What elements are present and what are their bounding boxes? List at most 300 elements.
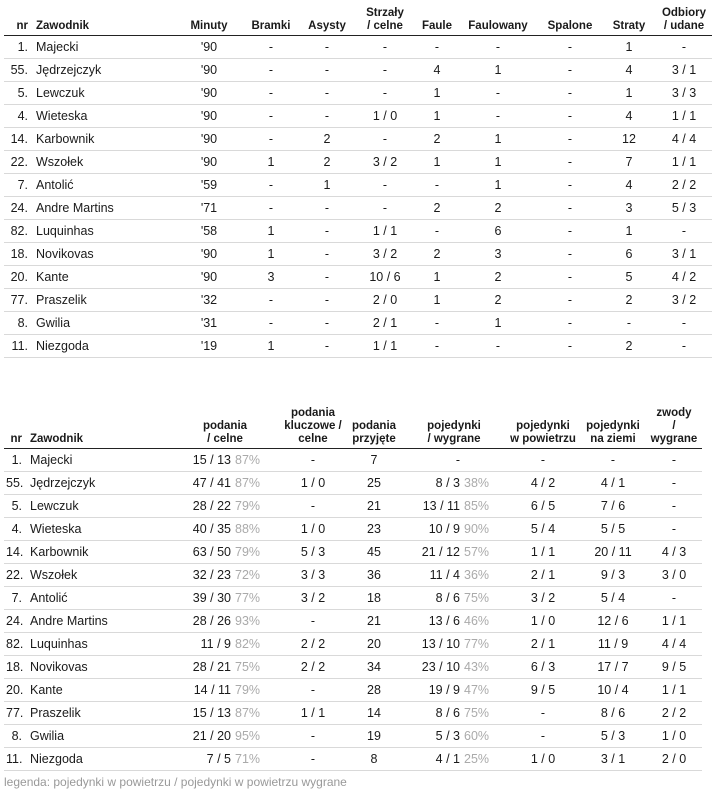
cell-key-passes: 1 / 1 xyxy=(280,701,346,724)
cell-percent: 71% xyxy=(235,751,261,766)
cell-passes xyxy=(170,678,280,701)
cell-value: - xyxy=(538,104,602,127)
table-header-row xyxy=(4,2,712,35)
header-goals: Bramki xyxy=(242,2,300,35)
cell-value: 1 / 1 xyxy=(656,104,712,127)
cell-percent: 90% xyxy=(464,521,490,536)
cell-nr: 14. xyxy=(4,127,34,150)
cell-value: - xyxy=(538,265,602,288)
cell-dribbles: 4 / 4 xyxy=(646,632,702,655)
header-dribbles: zwody / wygrane xyxy=(646,402,702,448)
passing-duels-table xyxy=(4,402,702,771)
table-row xyxy=(4,104,712,127)
cell-value: 1 xyxy=(242,219,300,242)
cell-value: 1 xyxy=(602,35,656,58)
cell-player: Wszołek xyxy=(28,563,170,586)
cell-value: 3 / 2 xyxy=(656,288,712,311)
cell-ground-duels: 5 / 4 xyxy=(580,586,646,609)
cell-value: - xyxy=(458,81,538,104)
cell-player: Karbownik xyxy=(28,540,170,563)
cell-percent: 72% xyxy=(235,567,261,582)
cell-aerial-duels: 6 / 5 xyxy=(506,494,580,517)
cell-aerial-duels: - xyxy=(506,701,580,724)
cell-ground-duels: 11 / 9 xyxy=(580,632,646,655)
cell-nr: 4. xyxy=(4,517,28,540)
cell-dribbles: 9 / 5 xyxy=(646,655,702,678)
cell-percent: 77% xyxy=(464,636,490,651)
cell-value: 1 xyxy=(458,173,538,196)
cell-player: Novikovas xyxy=(28,655,170,678)
cell-value: 28 / 22 xyxy=(192,498,231,513)
cell-value: - xyxy=(416,311,458,334)
cell-value: '59 xyxy=(176,173,242,196)
cell-value: - xyxy=(354,127,416,150)
cell-value: 10 / 6 xyxy=(354,265,416,288)
cell-value: 63 / 50 xyxy=(192,544,231,559)
cell-passes-received: 34 xyxy=(346,655,402,678)
cell-value: 3 / 3 xyxy=(656,81,712,104)
cell-passes-received: 7 xyxy=(346,448,402,471)
cell-player: Andre Martins xyxy=(34,196,176,219)
cell-value: '32 xyxy=(176,288,242,311)
cell-value: 8 / 6 xyxy=(435,705,460,720)
cell-aerial-duels: 6 / 3 xyxy=(506,655,580,678)
cell-value: 2 / 0 xyxy=(354,288,416,311)
cell-ground-duels: 17 / 7 xyxy=(580,655,646,678)
cell-duels xyxy=(402,471,506,494)
header-nr: nr xyxy=(4,402,28,448)
table-row xyxy=(4,540,702,563)
cell-aerial-duels: 3 / 2 xyxy=(506,586,580,609)
cell-value: 1 xyxy=(458,127,538,150)
cell-value: - xyxy=(538,81,602,104)
cell-value: 2 xyxy=(458,288,538,311)
header-player: Zawodnik xyxy=(34,2,176,35)
table-row xyxy=(4,655,702,678)
table-row xyxy=(4,586,702,609)
cell-passes xyxy=(170,655,280,678)
table-row xyxy=(4,678,702,701)
cell-nr: 8. xyxy=(4,724,28,747)
cell-percent: 25% xyxy=(464,751,490,766)
cell-value: 2 / 2 xyxy=(656,173,712,196)
match-stats-table xyxy=(4,2,712,358)
table-row xyxy=(4,265,712,288)
cell-value: 3 xyxy=(458,242,538,265)
cell-value: 2 / 1 xyxy=(354,311,416,334)
table-row xyxy=(4,632,702,655)
table-row xyxy=(4,242,712,265)
cell-passes xyxy=(170,632,280,655)
cell-nr: 18. xyxy=(4,655,28,678)
cell-value: - xyxy=(354,81,416,104)
cell-value: 2 xyxy=(602,334,656,357)
cell-value: 2 xyxy=(300,150,354,173)
cell-value: 2 xyxy=(300,127,354,150)
cell-value: 1 xyxy=(416,104,458,127)
cell-ground-duels: 3 / 1 xyxy=(580,747,646,770)
cell-ground-duels: 5 / 3 xyxy=(580,724,646,747)
cell-value: 32 / 23 xyxy=(192,567,231,582)
table-header-row xyxy=(4,402,702,448)
cell-value: 5 xyxy=(602,265,656,288)
cell-key-passes: 5 / 3 xyxy=(280,540,346,563)
cell-value: - xyxy=(242,58,300,81)
header-duels: pojedynki / wygrane xyxy=(402,402,506,448)
cell-percent: 36% xyxy=(464,567,490,582)
cell-value: - xyxy=(300,104,354,127)
cell-percent: 79% xyxy=(235,498,261,513)
cell-passes xyxy=(170,517,280,540)
cell-value: 1 xyxy=(602,219,656,242)
cell-percent: 87% xyxy=(235,452,261,467)
cell-nr: 11. xyxy=(4,334,34,357)
cell-value: 11 / 9 xyxy=(200,636,231,651)
cell-player: Wieteska xyxy=(34,104,176,127)
cell-dribbles: 1 / 1 xyxy=(646,609,702,632)
cell-passes xyxy=(170,540,280,563)
cell-value: - xyxy=(242,173,300,196)
cell-dribbles: - xyxy=(646,448,702,471)
cell-value: 6 xyxy=(602,242,656,265)
cell-percent: 88% xyxy=(235,521,261,536)
cell-value: - xyxy=(416,35,458,58)
cell-percent: 85% xyxy=(464,498,490,513)
table-row xyxy=(4,219,712,242)
cell-aerial-duels: 2 / 1 xyxy=(506,632,580,655)
cell-aerial-duels: 5 / 4 xyxy=(506,517,580,540)
cell-value: - xyxy=(354,173,416,196)
cell-nr: 1. xyxy=(4,35,34,58)
cell-value: '90 xyxy=(176,104,242,127)
cell-value: - xyxy=(538,196,602,219)
cell-value: - xyxy=(300,219,354,242)
cell-value: - xyxy=(300,35,354,58)
cell-aerial-duels: 1 / 1 xyxy=(506,540,580,563)
cell-value: - xyxy=(538,311,602,334)
cell-percent: 75% xyxy=(464,705,490,720)
cell-value: - xyxy=(300,242,354,265)
cell-value: 7 / 5 xyxy=(206,751,231,766)
header-nr: nr xyxy=(4,2,34,35)
cell-passes-received: 21 xyxy=(346,494,402,517)
cell-value: 8 / 3 xyxy=(435,475,460,490)
cell-value: - xyxy=(538,288,602,311)
cell-percent: 75% xyxy=(464,590,490,605)
cell-value: - xyxy=(300,288,354,311)
cell-value: - xyxy=(538,58,602,81)
header-shots: Strzały / celne xyxy=(354,2,416,35)
cell-percent: 57% xyxy=(464,544,490,559)
cell-player: Karbownik xyxy=(34,127,176,150)
cell-player: Niezgoda xyxy=(34,334,176,357)
cell-percent: 38% xyxy=(464,475,490,490)
cell-nr: 24. xyxy=(4,609,28,632)
cell-value: 10 / 9 xyxy=(428,521,460,536)
cell-value: 1 xyxy=(602,81,656,104)
cell-nr: 20. xyxy=(4,265,34,288)
cell-ground-duels: 9 / 3 xyxy=(580,563,646,586)
cell-duels xyxy=(402,563,506,586)
cell-value: 6 xyxy=(458,219,538,242)
cell-nr: 22. xyxy=(4,563,28,586)
cell-aerial-duels: 1 / 0 xyxy=(506,747,580,770)
cell-passes-received: 14 xyxy=(346,701,402,724)
cell-dribbles: - xyxy=(646,586,702,609)
cell-ground-duels: 5 / 5 xyxy=(580,517,646,540)
cell-value: 11 / 4 xyxy=(429,567,460,582)
header-minutes: Minuty xyxy=(176,2,242,35)
cell-value: - xyxy=(458,104,538,127)
table-row xyxy=(4,288,712,311)
cell-percent: 47% xyxy=(464,682,490,697)
cell-value: 3 / 1 xyxy=(656,58,712,81)
cell-duels xyxy=(402,448,506,471)
cell-passes-received: 25 xyxy=(346,471,402,494)
cell-duels xyxy=(402,655,506,678)
cell-passes-received: 19 xyxy=(346,724,402,747)
cell-value: - xyxy=(656,219,712,242)
cell-value: 3 xyxy=(602,196,656,219)
cell-player: Praszelik xyxy=(28,701,170,724)
cell-value: 13 / 11 xyxy=(422,498,460,513)
cell-percent: 60% xyxy=(464,728,490,743)
cell-nr: 11. xyxy=(4,747,28,770)
table-row xyxy=(4,173,712,196)
cell-value: 13 / 6 xyxy=(428,613,460,628)
cell-player: Jędrzejczyk xyxy=(28,471,170,494)
cell-value: - xyxy=(458,35,538,58)
header-losses: Straty xyxy=(602,2,656,35)
cell-player: Wieteska xyxy=(28,517,170,540)
cell-value: - xyxy=(300,196,354,219)
cell-value: - xyxy=(538,334,602,357)
cell-value: 3 / 2 xyxy=(354,242,416,265)
cell-passes-received: 21 xyxy=(346,609,402,632)
cell-passes xyxy=(170,609,280,632)
cell-duels xyxy=(402,747,506,770)
header-ground-duels: pojedynki na ziemi xyxy=(580,402,646,448)
cell-nr: 77. xyxy=(4,288,34,311)
cell-value: - xyxy=(300,265,354,288)
header-assists: Asysty xyxy=(300,2,354,35)
cell-ground-duels: 10 / 4 xyxy=(580,678,646,701)
cell-passes-received: 45 xyxy=(346,540,402,563)
cell-nr: 77. xyxy=(4,701,28,724)
table-row xyxy=(4,311,712,334)
cell-value: 1 xyxy=(300,173,354,196)
header-tackles: Odbiory / udane xyxy=(656,2,712,35)
table-row xyxy=(4,471,702,494)
table-row xyxy=(4,563,702,586)
cell-player: Gwilia xyxy=(34,311,176,334)
cell-value: 1 xyxy=(242,150,300,173)
cell-ground-duels: 4 / 1 xyxy=(580,471,646,494)
cell-value: - xyxy=(300,58,354,81)
cell-player: Gwilia xyxy=(28,724,170,747)
cell-passes-received: 23 xyxy=(346,517,402,540)
cell-passes xyxy=(170,448,280,471)
cell-nr: 7. xyxy=(4,173,34,196)
cell-value: 1 xyxy=(242,334,300,357)
cell-ground-duels: - xyxy=(580,448,646,471)
cell-player: Lewczuk xyxy=(28,494,170,517)
cell-dribbles: 3 / 0 xyxy=(646,563,702,586)
cell-value: - xyxy=(656,334,712,357)
cell-nr: 24. xyxy=(4,196,34,219)
cell-aerial-duels: 2 / 1 xyxy=(506,563,580,586)
cell-key-passes: 2 / 2 xyxy=(280,655,346,678)
cell-dribbles: 1 / 0 xyxy=(646,724,702,747)
cell-duels xyxy=(402,540,506,563)
cell-aerial-duels: - xyxy=(506,724,580,747)
cell-value: 2 xyxy=(416,242,458,265)
cell-value: 1 xyxy=(416,265,458,288)
cell-value: '90 xyxy=(176,242,242,265)
header-player: Zawodnik xyxy=(28,402,170,448)
cell-value: 1 / 1 xyxy=(354,334,416,357)
cell-value: - xyxy=(354,196,416,219)
cell-nr: 4. xyxy=(4,104,34,127)
cell-percent: 77% xyxy=(235,590,261,605)
cell-player: Lewczuk xyxy=(34,81,176,104)
cell-value: 4 / 1 xyxy=(435,751,460,766)
cell-value: - xyxy=(416,219,458,242)
cell-value: 19 / 9 xyxy=(428,682,460,697)
legend-text: legenda: pojedynki w powietrzu / pojedynki w powietrzu wygrane xyxy=(4,775,347,789)
cell-passes xyxy=(170,701,280,724)
table-row xyxy=(4,517,702,540)
cell-value: 5 / 3 xyxy=(435,728,460,743)
cell-value: 4 xyxy=(602,104,656,127)
header-passes: podania / celne xyxy=(170,402,280,448)
cell-passes xyxy=(170,586,280,609)
cell-value: '71 xyxy=(176,196,242,219)
header-passes-received: podania przyjęte xyxy=(346,402,402,448)
cell-value: - xyxy=(416,173,458,196)
cell-nr: 82. xyxy=(4,219,34,242)
cell-value: 4 xyxy=(602,58,656,81)
cell-value: 3 xyxy=(242,265,300,288)
cell-duels xyxy=(402,609,506,632)
cell-value: - xyxy=(354,35,416,58)
cell-passes xyxy=(170,563,280,586)
cell-value: '90 xyxy=(176,58,242,81)
header-aerial-duels: pojedynki w powietrzu xyxy=(506,402,580,448)
cell-nr: 82. xyxy=(4,632,28,655)
cell-key-passes: 1 / 0 xyxy=(280,471,346,494)
header-fouls: Faule xyxy=(416,2,458,35)
table-row xyxy=(4,609,702,632)
cell-value: 1 / 1 xyxy=(656,150,712,173)
cell-value: '90 xyxy=(176,35,242,58)
table-row xyxy=(4,448,702,471)
cell-value: '19 xyxy=(176,334,242,357)
cell-dribbles: - xyxy=(646,471,702,494)
table-row xyxy=(4,35,712,58)
cell-aerial-duels: - xyxy=(506,448,580,471)
cell-ground-duels: 12 / 6 xyxy=(580,609,646,632)
cell-value: 2 xyxy=(458,196,538,219)
cell-value: 14 / 11 xyxy=(193,682,231,697)
cell-passes-received: 28 xyxy=(346,678,402,701)
cell-value: - xyxy=(242,311,300,334)
cell-value: 3 / 1 xyxy=(656,242,712,265)
cell-value: '90 xyxy=(176,81,242,104)
cell-player: Niezgoda xyxy=(28,747,170,770)
cell-value: - xyxy=(242,104,300,127)
cell-percent: 87% xyxy=(235,705,261,720)
cell-value: 47 / 41 xyxy=(192,475,231,490)
cell-percent: 79% xyxy=(235,544,261,559)
cell-passes xyxy=(170,494,280,517)
cell-player: Kante xyxy=(28,678,170,701)
cell-percent: 87% xyxy=(235,475,261,490)
cell-player: Majecki xyxy=(28,448,170,471)
cell-dribbles: 2 / 0 xyxy=(646,747,702,770)
cell-key-passes: 1 / 0 xyxy=(280,517,346,540)
cell-value: 12 xyxy=(602,127,656,150)
cell-key-passes: - xyxy=(280,724,346,747)
cell-value: 2 xyxy=(602,288,656,311)
cell-player: Andre Martins xyxy=(28,609,170,632)
cell-percent: 93% xyxy=(235,613,261,628)
cell-value: 1 xyxy=(242,242,300,265)
header-offsides: Spalone xyxy=(538,2,602,35)
cell-dribbles: 2 / 2 xyxy=(646,701,702,724)
cell-value: 15 / 13 xyxy=(192,705,231,720)
cell-passes-received: 8 xyxy=(346,747,402,770)
cell-passes xyxy=(170,471,280,494)
cell-value: '58 xyxy=(176,219,242,242)
cell-value: 1 xyxy=(416,81,458,104)
cell-value: - xyxy=(538,219,602,242)
cell-value: 4 xyxy=(602,173,656,196)
cell-key-passes: - xyxy=(280,609,346,632)
table-row xyxy=(4,81,712,104)
cell-nr: 18. xyxy=(4,242,34,265)
cell-passes-received: 18 xyxy=(346,586,402,609)
cell-player: Novikovas xyxy=(34,242,176,265)
cell-value: 5 / 3 xyxy=(656,196,712,219)
cell-value: - xyxy=(538,35,602,58)
cell-player: Antolić xyxy=(28,586,170,609)
cell-value: 8 / 6 xyxy=(435,590,460,605)
cell-key-passes: 3 / 3 xyxy=(280,563,346,586)
cell-duels xyxy=(402,678,506,701)
cell-player: Antolić xyxy=(34,173,176,196)
cell-percent: 46% xyxy=(464,613,490,628)
cell-key-passes: - xyxy=(280,678,346,701)
cell-key-passes: 2 / 2 xyxy=(280,632,346,655)
cell-value: '90 xyxy=(176,127,242,150)
cell-value: - xyxy=(602,311,656,334)
cell-nr: 5. xyxy=(4,494,28,517)
cell-value: 4 xyxy=(416,58,458,81)
cell-value: 4 / 4 xyxy=(656,127,712,150)
cell-value: - xyxy=(300,311,354,334)
cell-nr: 20. xyxy=(4,678,28,701)
cell-dribbles: 1 / 1 xyxy=(646,678,702,701)
table-row xyxy=(4,150,712,173)
header-fouled: Faulowany xyxy=(458,2,538,35)
cell-value: - xyxy=(656,35,712,58)
cell-value: - xyxy=(242,127,300,150)
cell-value: 39 / 30 xyxy=(192,590,231,605)
cell-aerial-duels: 1 / 0 xyxy=(506,609,580,632)
table-row xyxy=(4,334,712,357)
cell-value: '31 xyxy=(176,311,242,334)
